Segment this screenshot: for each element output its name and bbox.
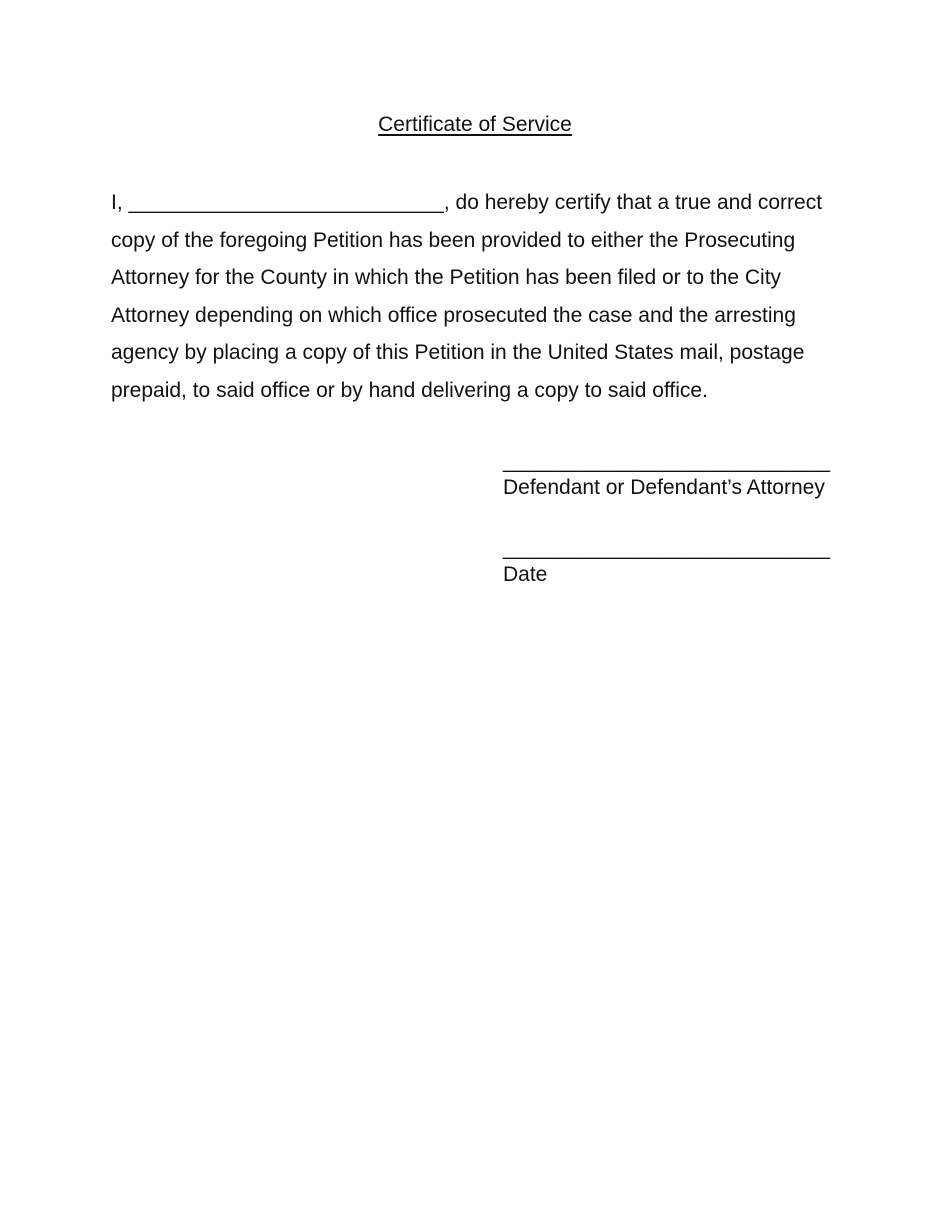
body-line: prepaid, to said office or by hand delivering a copy to said office.	[111, 378, 708, 402]
body-line: agency by placing a copy of this Petition in the United States mail, postage	[111, 341, 805, 364]
body-line: I, ___________________________, do hereby certify that a true and correct	[111, 191, 823, 214]
date-label: Date	[503, 563, 548, 586]
signature-line: ____________________________	[503, 450, 831, 473]
signature-label: Defendant or Defendant’s Attorney	[503, 476, 825, 499]
date-block	[503, 536, 830, 588]
document-title: Certificate of Service	[378, 113, 572, 136]
date-line: ____________________________	[503, 537, 831, 560]
body-line: Attorney for the County in which the Petition has been filed or to the City	[111, 266, 782, 289]
certificate-body	[111, 184, 846, 409]
body-line: Attorney depending on which office prosecuted the case and the arresting	[111, 303, 796, 327]
document-title-container	[0, 111, 950, 139]
signature-block	[503, 449, 830, 501]
body-line: copy of the foregoing Petition has been provided to either the Prosecuting	[111, 228, 796, 252]
